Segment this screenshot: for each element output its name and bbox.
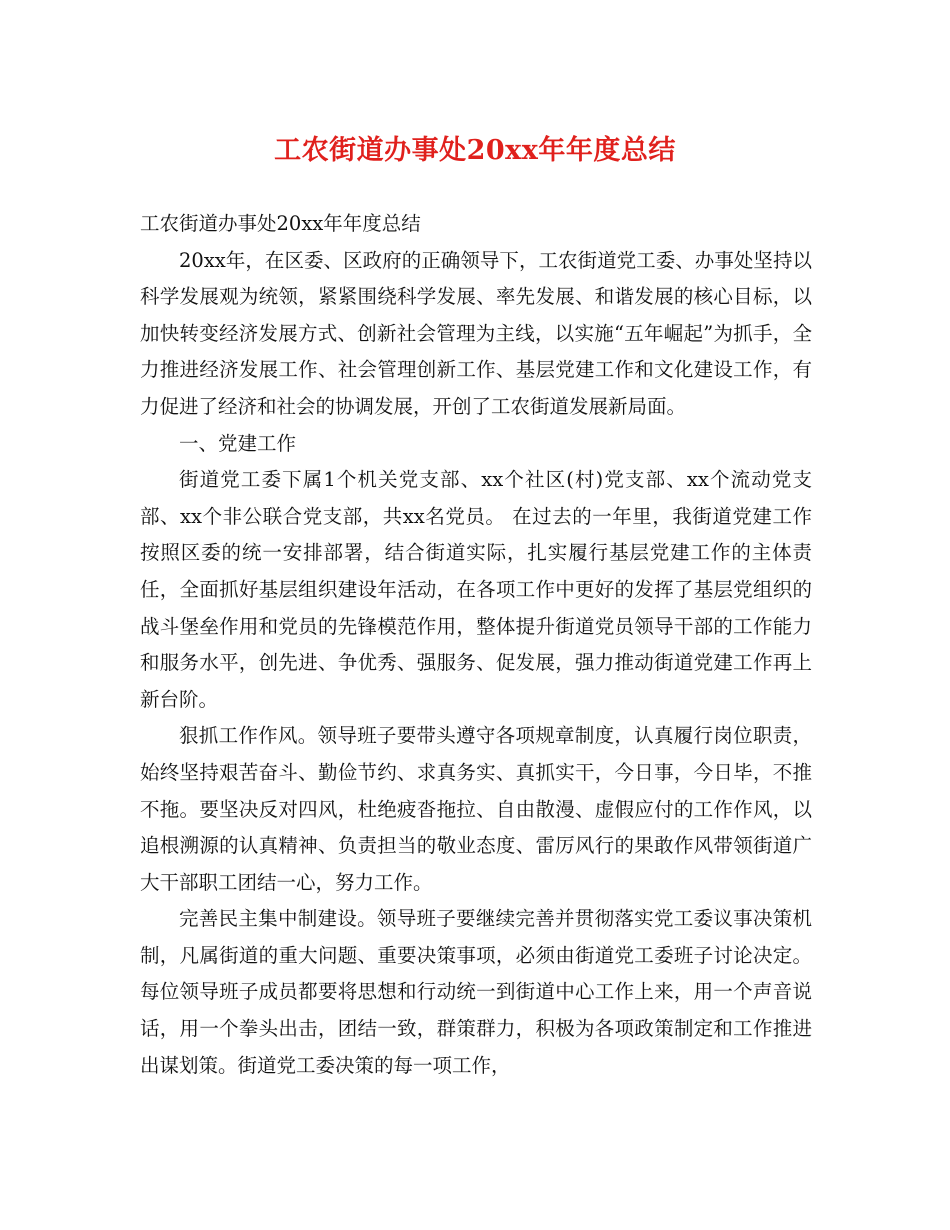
section-heading-party-building: 一、党建工作 (179, 431, 297, 455)
paragraph-party-organization: 街道党工委下属1个机关党支部、xx个社区(村)党支部、xx个流动党支部、xx个非公联合党支部，共xx名党员。 在过去的一年里，我街道党建工作按照区委的统一安排部署，结合街道实际，扎实履行基层党建工作的主体责任，全面抓好基层组织建设年活动，在各项工作中更好的发挥了基层党组织的战斗堡垒作用和党员的先锋模范作用，整体提升街道党员领导干部的工作能力和服务水平，创先进、争优秀、强服务、促发展，强力推动街道党建工作再上新台阶。 (140, 468, 812, 711)
paragraph-work-style: 狠抓工作作风。领导班子要带头遵守各项规章制度，认真履行岗位职责，始终坚持艰苦奋斗、勤俭节约、求真务实、真抓实干，今日事，今日毕，不推不拖。要坚决反对四风，杜绝疲沓拖拉、自由散漫、虚假应付的工作作风，以追根溯源的认真精神、负责担当的敬业态度、雷厉风行的果敢作风带领街道广大干部职工团结一心，努力工作。 (140, 724, 812, 894)
document-title: 工农街道办事处20xx年年度总结 (274, 135, 676, 166)
document-body (140, 206, 812, 1084)
document-subtitle: 工农街道办事处20xx年年度总结 (140, 212, 421, 235)
paragraph-democratic-centralism: 完善民主集中制建设。领导班子要继续完善并贯彻落实党工委议事决策机制，凡属街道的重大问题、重要决策事项，必须由街道党工委班子讨论决定。每位领导班子成员都要将思想和行动统一到街道中心工作上来，用一个声音说话，用一个拳头出击，团结一致，群策群力，积极为各项政策制定和工作推进出谋划策。街道党工委决策的每一项工作， (140, 907, 812, 1077)
paragraph-intro: 20xx年，在区委、区政府的正确领导下，工农街道党工委、办事处坚持以科学发展观为统领，紧紧围绕科学发展、率先发展、和谐发展的核心目标，以加快转变经济发展方式、创新社会管理为主线，以实施“五年崛起”为抓手，全力推进经济发展工作、社会管理创新工作、基层党建工作和文化建设工作，有力促进了经济和社会的协调发展，开创了工农街道发展新局面。 (140, 248, 812, 418)
